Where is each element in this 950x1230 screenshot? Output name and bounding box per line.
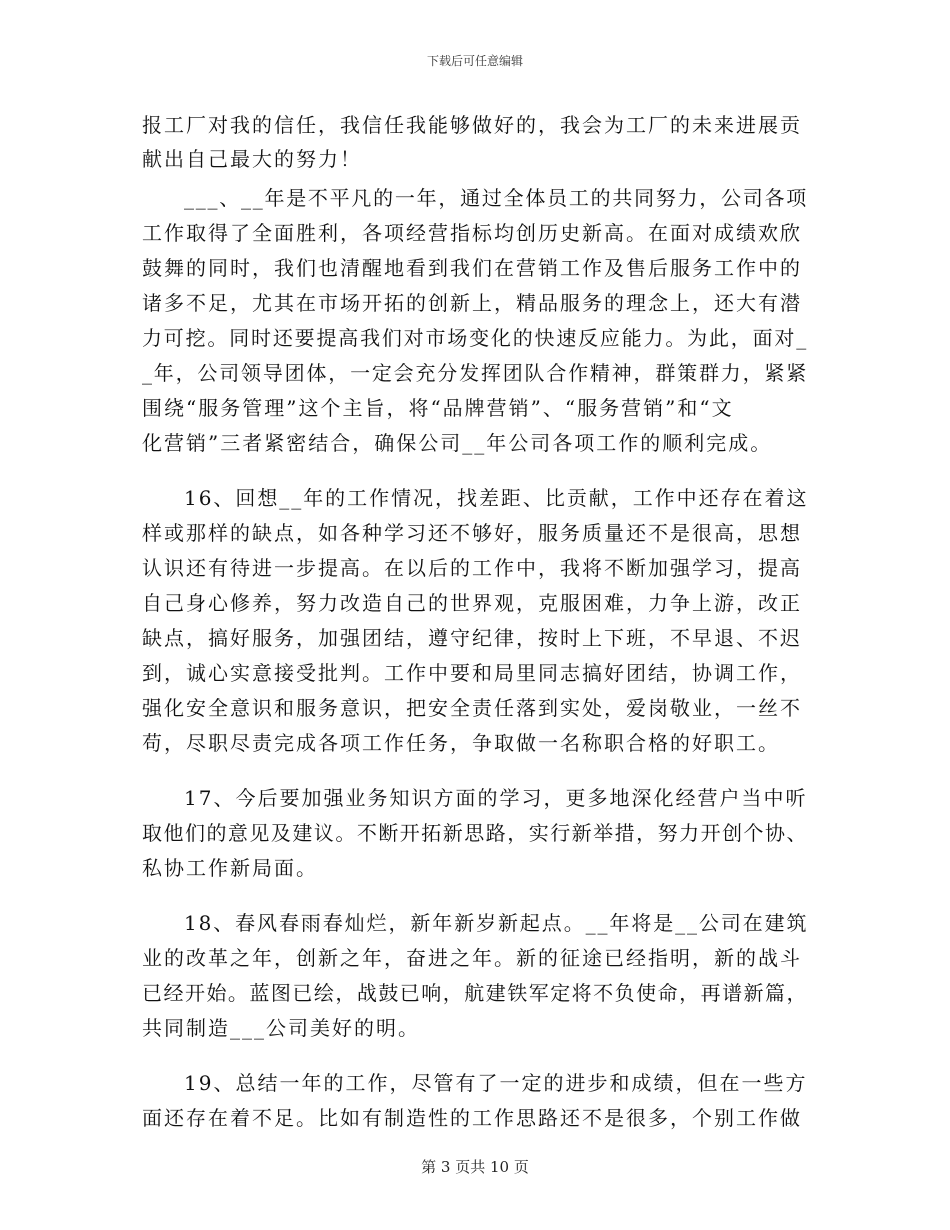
- text-line: ___、__年是不平凡的一年，通过全体员工的共同努力，公司各项: [184, 186, 808, 210]
- text-line: 诸多不足，尤其在市场开拓的创新上，精品服务的理念上，还大有潜: [142, 291, 802, 315]
- text-line: 18、春风春雨春灿烂，新年新岁新起点。__年将是__公司在建筑: [184, 911, 809, 935]
- text-line: 缺点，搞好服务，加强团结，遵守纪律，按时上下班，不早退、不迟: [142, 626, 802, 650]
- text-line: 围绕“服务管理”这个主旨，将“品牌营销”、“服务营销”和“文: [142, 396, 734, 420]
- text-line: 苟，尽职尽责完成各项工作任务，争取做一名称职合格的好职工。: [142, 731, 780, 755]
- text-line: 鼓舞的同时，我们也清醒地看到我们在营销工作及售后服务工作中的: [142, 256, 802, 280]
- text-line: 献出自己最大的努力！: [142, 147, 362, 171]
- text-line: 共同制造___公司美好的明。: [142, 1016, 420, 1040]
- text-line: 已经开始。蓝图已绘，战鼓已响，航建铁军定将不负使命，再谱新篇，: [142, 981, 808, 1005]
- text-line: 取他们的意见及建议。不断开拓新思路，实行新举措，努力开创个协、: [142, 821, 808, 845]
- text-line: 业的改革之年，创新之年，奋进之年。新的征途已经指明，新的战斗: [142, 946, 802, 970]
- text-line: 工作取得了全面胜利，各项经营指标均创历史新高。在面对成绩欢欣: [142, 221, 802, 245]
- text-line: 强化安全意识和服务意识，把安全责任落到实处，爱岗敬业，一丝不: [142, 696, 802, 720]
- text-line: 自己身心修养，努力改造自己的世界观，克服困难，力争上游，改正: [142, 591, 802, 615]
- text-line: 报工厂对我的信任，我信任我能够做好的，我会为工厂的未来进展贡: [142, 113, 802, 137]
- text-line: 17、今后要加强业务知识方面的学习，更多地深化经营户当中听: [184, 786, 808, 810]
- page-header: 下载后可任意编辑: [426, 54, 523, 68]
- text-line: 样或那样的缺点，如各种学习还不够好，服务质量还不是很高，思想: [142, 521, 802, 545]
- text-line: 私协工作新局面。: [142, 856, 318, 880]
- text-line: 面还存在着不足。比如有制造性的工作思路还不是很多，个别工作做: [142, 1106, 802, 1130]
- text-line: 化营销”三者紧密结合，确保公司__年公司各项工作的顺利完成。: [142, 431, 773, 455]
- text-line: 到，诚心实意接受批判。工作中要和局里同志搞好团结，协调工作，: [142, 661, 802, 685]
- text-line: 16、回想__年的工作情况，找差距、比贡献，工作中还存在着这: [184, 486, 809, 510]
- page-footer: 第 3 页共 10 页: [421, 1158, 529, 1176]
- text-line: _年，公司领导团体，一定会充分发挥团队合作精神，群策群力，紧紧: [142, 361, 808, 385]
- text-line: 19、总结一年的工作，尽管有了一定的进步和成绩，但在一些方: [184, 1071, 808, 1095]
- text-line: 力可挖。同时还要提高我们对市场变化的快速反应能力。为此，面对_: [142, 326, 808, 350]
- text-line: 认识还有待进一步提高。在以后的工作中，我将不断加强学习，提高: [142, 556, 802, 580]
